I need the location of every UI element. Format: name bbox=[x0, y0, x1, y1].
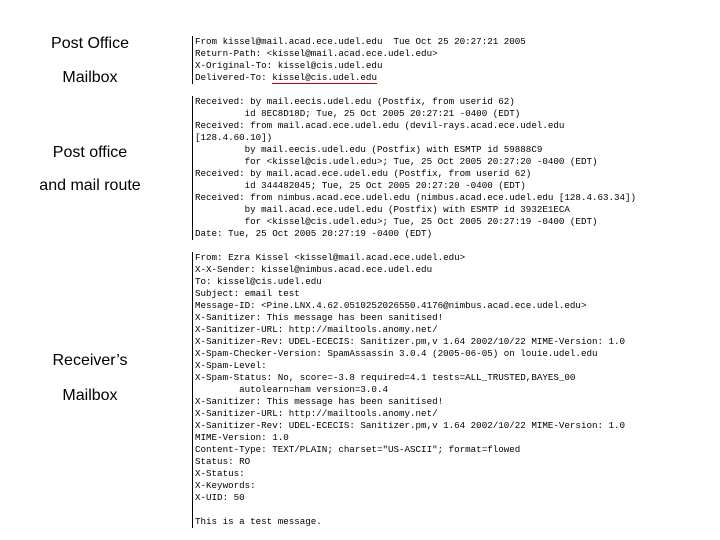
label-post-office: Post Office bbox=[51, 35, 129, 52]
label-mail-route: and mail route bbox=[39, 177, 141, 194]
label-receivers-mailbox: Mailbox bbox=[62, 387, 118, 404]
header-line: From kissel@mail.acad.ece.udel.edu Tue Oct 25 20:27:21 2005 bbox=[195, 36, 526, 47]
route-line: [128.4.60.10]) bbox=[195, 132, 273, 143]
route-line: id 344482045; Tue, 25 Oct 2005 20:27:20 -0400 (EDT) bbox=[195, 180, 526, 191]
mailbox-line: X-Sanitizer-URL: http://mailtools.anomy.net/ bbox=[195, 408, 438, 419]
mailbox-line: X-Sanitizer-Rev: UDEL-ECECIS: Sanitizer.pm,v 1.64 2002/10/22 MIME-Version: 1.0 bbox=[195, 336, 626, 347]
message-body: This is a test message. bbox=[195, 516, 322, 527]
mailbox-line: X-Spam-Level: bbox=[195, 360, 267, 371]
route-line: for <kissel@cis.udel.edu>; Tue, 25 Oct 2005 20:27:20 -0400 (EDT) bbox=[195, 156, 598, 167]
mailbox-line: X-Sanitizer-Rev: UDEL-ECECIS: Sanitizer.pm,v 1.64 2002/10/22 MIME-Version: 1.0 bbox=[195, 420, 626, 431]
label-post-office-route: Post office bbox=[52, 144, 128, 161]
mailbox-line: MIME-Version: 1.0 bbox=[195, 432, 289, 443]
header-line: Return-Path: <kissel@mail.acad.ece.udel.edu> bbox=[195, 48, 438, 59]
delivered-to-prefix: Delivered-To: bbox=[195, 72, 273, 83]
received-route-block bbox=[192, 96, 715, 240]
mailbox-line: X-Sanitizer-URL: http://mailtools.anomy.net/ bbox=[195, 324, 438, 335]
mailbox-line: To: kissel@cis.udel.edu bbox=[195, 276, 322, 287]
route-line: id 8EC8D18D; Tue, 25 Oct 2005 20:27:21 -0400 (EDT) bbox=[195, 108, 521, 119]
mailbox-line: X-Spam-Checker-Version: SpamAssassin 3.0.4 (2005-06-05) on louie.udel.edu bbox=[195, 348, 598, 359]
blank-line bbox=[195, 504, 715, 516]
mailbox-line: X-Sanitizer: This message has been sanitised! bbox=[195, 312, 444, 323]
mailbox-line: X-Spam-Status: No, score=-3.8 required=4.1 tests=ALL_TRUSTED,BAYES_00 bbox=[195, 372, 576, 383]
delivered-to-line bbox=[195, 72, 715, 84]
label-mailbox: Mailbox bbox=[62, 69, 118, 86]
route-line: Received: by mail.acad.ece.udel.edu (Postfix, from userid 62) bbox=[195, 168, 532, 179]
mailbox-headers-block bbox=[192, 252, 715, 528]
delivered-to-address: kissel@cis.udel.edu bbox=[272, 72, 377, 83]
route-line: for <kissel@cis.udel.edu>; Tue, 25 Oct 2005 20:27:19 -0400 (EDT) bbox=[195, 216, 598, 227]
label-receivers: Receiver’s bbox=[52, 352, 128, 369]
mailbox-line: From: Ezra Kissel <kissel@mail.acad.ece.udel.edu> bbox=[195, 252, 466, 263]
mailbox-line: autolearn=ham version=3.0.4 bbox=[195, 384, 388, 395]
route-line: Date: Tue, 25 Oct 2005 20:27:19 -0400 (EDT) bbox=[195, 228, 433, 239]
header-line: X-Original-To: kissel@cis.udel.edu bbox=[195, 60, 383, 71]
route-line: by mail.eecis.udel.edu (Postfix) with ESMTP id 59888C9 bbox=[195, 144, 543, 155]
envelope-headers-block bbox=[192, 36, 715, 84]
route-line: by mail.acad.ece.udel.edu (Postfix) with ESMTP id 3932E1ECA bbox=[195, 204, 570, 215]
mailbox-line: X-UID: 50 bbox=[195, 492, 245, 503]
mailbox-line: Status: RO bbox=[195, 456, 251, 467]
route-line: Received: from mail.acad.ece.udel.edu (devil-rays.acad.ece.udel.edu bbox=[195, 120, 565, 131]
route-line: Received: by mail.eecis.udel.edu (Postfix, from userid 62) bbox=[195, 96, 515, 107]
mailbox-line: Message-ID: <Pine.LNX.4.62.0510252026550.4176@nimbus.acad.ece.udel.edu> bbox=[195, 300, 587, 311]
mailbox-line: Content-Type: TEXT/PLAIN; charset="US-ASCII"; format=flowed bbox=[195, 444, 521, 455]
mailbox-line: X-X-Sender: kissel@nimbus.acad.ece.udel.edu bbox=[195, 264, 433, 275]
mailbox-line: X-Status: bbox=[195, 468, 245, 479]
route-line: Received: from nimbus.acad.ece.udel.edu (nimbus.acad.ece.udel.edu [128.4.63.34]) bbox=[195, 192, 637, 203]
mailbox-line: Subject: email test bbox=[195, 288, 300, 299]
mailbox-line: X-Sanitizer: This message has been sanitised! bbox=[195, 396, 444, 407]
mailbox-line: X-Keywords: bbox=[195, 480, 256, 491]
